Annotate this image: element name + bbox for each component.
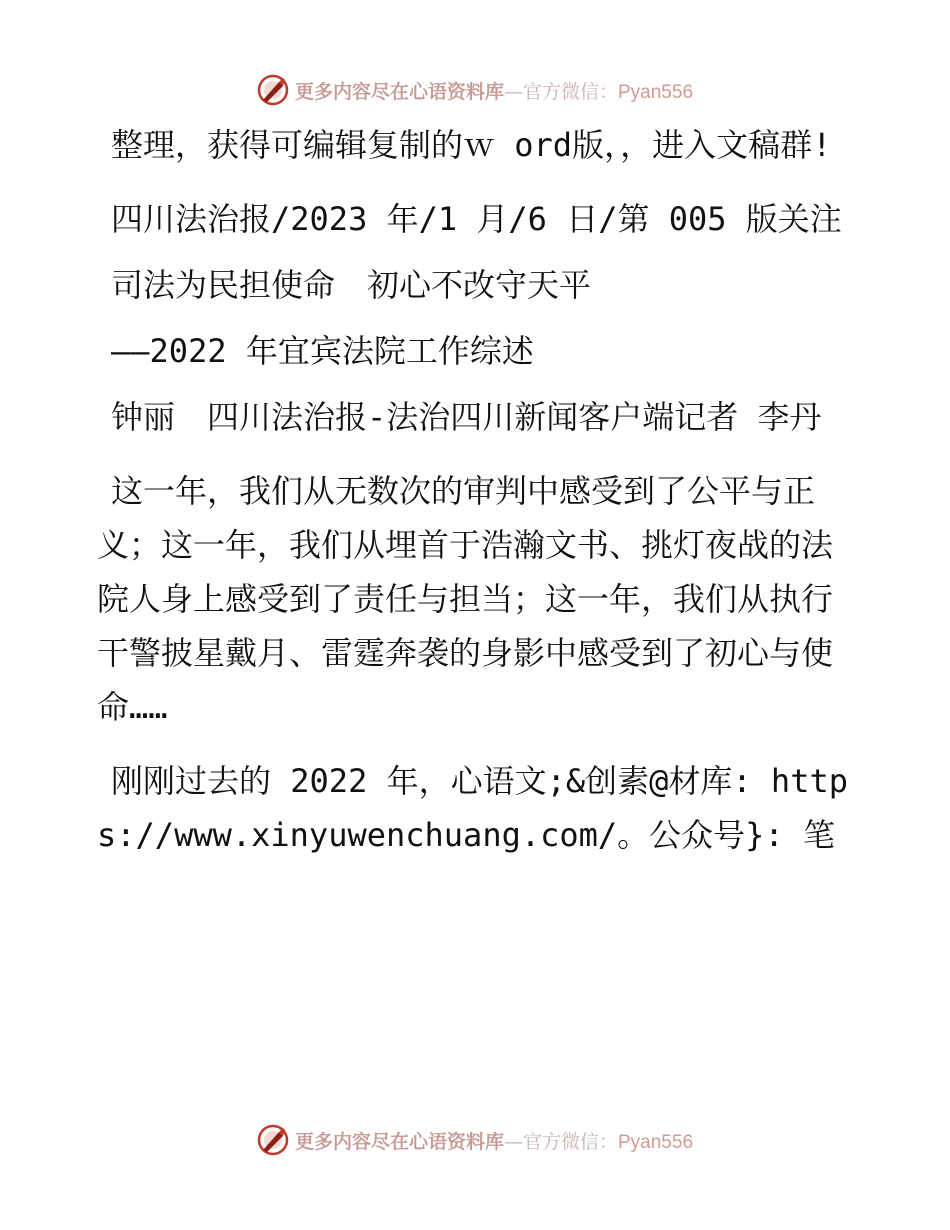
- footer-handle: Pyan556: [618, 1131, 694, 1153]
- pen-logo-icon: [257, 1124, 289, 1156]
- article-subtitle: ——2022 年宜宾法院工作综述: [111, 332, 534, 370]
- body-paragraph-1: 这一年，我们从无数次的审判中感受到了公平与正义；这一年，我们从埋首于浩瀚文书、挑灯夜战的法院人身上感受到了责任与担当；这一年，我们从执行干警披星戴月、雷霆奔袭的身影中感受到了初心与使命……: [97, 472, 834, 726]
- header-contact-text: 官方微信：: [522, 80, 618, 103]
- source-line: 四川法治报/2023 年/1 月/6 日/第 005 版关注: [111, 200, 842, 238]
- footer-separator: —: [503, 1130, 523, 1153]
- pen-logo-icon: [257, 74, 289, 106]
- body-paragraph-2: 刚刚过去的 2022 年，心语文;&创素@材库: https://www.xinyuwenchuang.com/。公众号}: 笔: [97, 762, 848, 854]
- header-separator: —: [503, 80, 523, 103]
- header-watermark-banner: [0, 70, 950, 110]
- intro-paragraph: 整理，获得可编辑复制的ｗ ord版，，进入文稿群!: [111, 126, 832, 164]
- footer-watermark-text: [295, 1127, 693, 1154]
- document-body: [97, 118, 852, 882]
- byline: 钟丽 四川法治报-法治四川新闻客户端记者 李丹: [111, 398, 822, 436]
- footer-watermark-banner: [0, 1120, 950, 1160]
- header-handle: Pyan556: [618, 81, 694, 103]
- header-watermark-text: [295, 77, 693, 104]
- footer-contact-text: 官方微信：: [522, 1130, 618, 1153]
- header-brand-text: 更多内容尽在心语资料库: [294, 80, 504, 103]
- footer-brand-text: 更多内容尽在心语资料库: [294, 1130, 504, 1153]
- article-title: 司法为民担使命 初心不改守天平: [111, 266, 592, 304]
